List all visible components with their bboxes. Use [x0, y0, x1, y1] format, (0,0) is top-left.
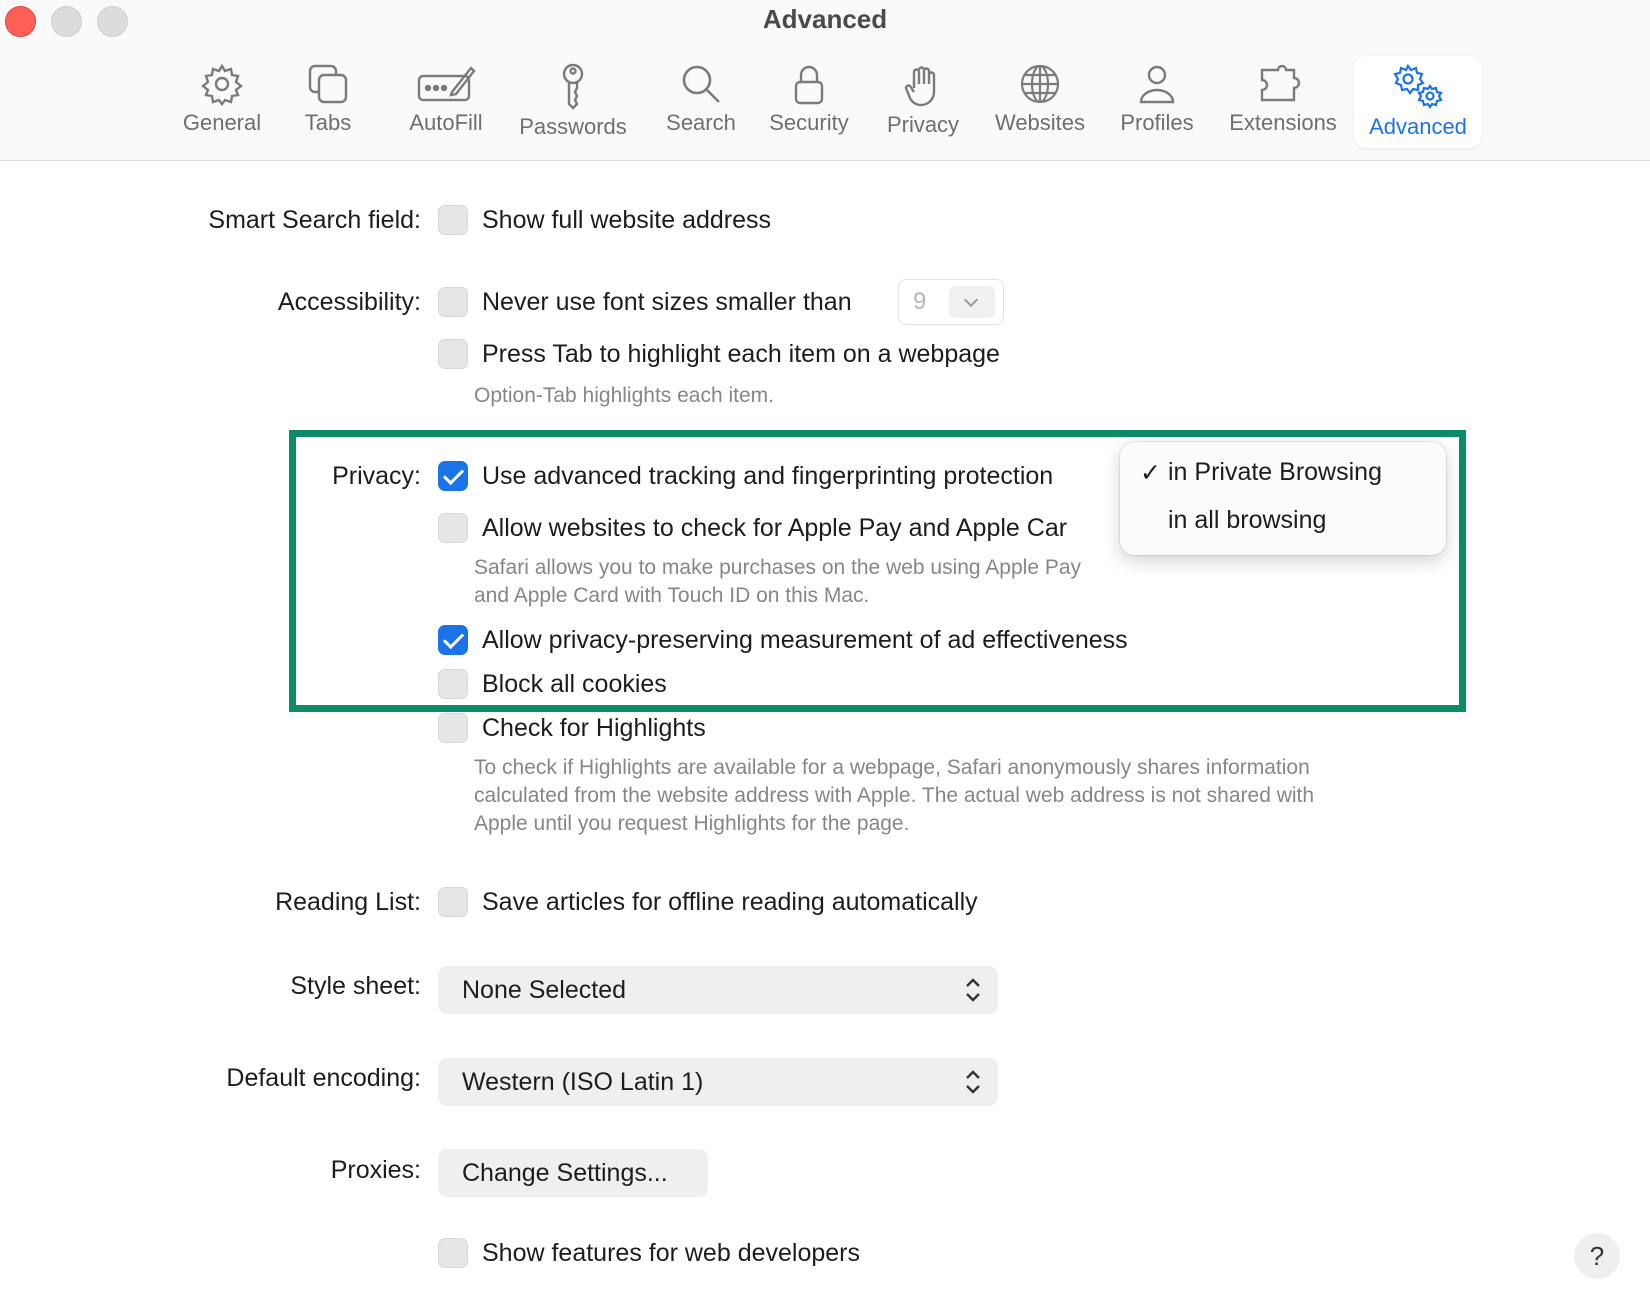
developer-features-checkbox[interactable]: [438, 1238, 468, 1268]
min-font-size-label: Never use font sizes smaller than: [482, 288, 852, 316]
font-size-dropdown[interactable]: [898, 279, 1004, 325]
accessibility-label: Accessibility:: [277, 288, 421, 316]
hand-icon: [901, 62, 945, 108]
tab-label: Privacy: [886, 112, 960, 137]
privacy-label: Privacy:: [332, 462, 421, 490]
change-settings-label: Change Settings...: [462, 1159, 668, 1187]
reading-list-label: Reading List:: [275, 888, 421, 916]
gear-icon: [200, 62, 244, 106]
show-full-address-label: Show full website address: [482, 206, 772, 234]
window-title: Advanced: [762, 4, 888, 34]
tab-label: Advanced: [1369, 114, 1467, 139]
tracking-protection-label: Use advanced tracking and fingerprinting protection: [482, 462, 1054, 490]
apple-pay-note-line-1: Safari allows you to make purchases on the web using Apple Pay: [474, 556, 1082, 579]
style-sheet-value: None Selected: [462, 976, 627, 1004]
chevron-down-icon: [949, 286, 995, 318]
tab-label: General: [182, 110, 262, 135]
apple-pay-label: Allow websites to check for Apple Pay and Apple Car: [482, 514, 1068, 542]
tab-label: Extensions: [1229, 110, 1337, 135]
magnifier-icon: [679, 62, 723, 106]
default-encoding-select[interactable]: [438, 1058, 998, 1106]
style-sheet-label: Style sheet:: [290, 972, 421, 1000]
tab-label: Passwords: [519, 114, 627, 139]
tab-highlight-checkbox[interactable]: [438, 339, 468, 369]
menu-item-all-browsing[interactable]: in all browsing: [1168, 506, 1327, 534]
ad-measurement-label: Allow privacy-preserving measurement of ad effectiveness: [482, 626, 1128, 654]
developer-features-label: Show features for web developers: [482, 1239, 860, 1267]
up-down-arrows-icon: [964, 1068, 982, 1096]
title-bar: [0, 0, 1650, 161]
key-icon: [551, 62, 595, 110]
puzzle-icon: [1258, 62, 1308, 106]
up-down-arrows-icon: [964, 976, 982, 1004]
tab-label: Search: [666, 110, 736, 135]
tab-security[interactable]: [760, 56, 858, 148]
person-icon: [1135, 62, 1179, 106]
apple-pay-note-line-2: and Apple Card with Touch ID on this Mac.: [474, 584, 870, 607]
tab-label: Security: [769, 110, 849, 135]
checkmark-icon: ✓: [1140, 459, 1161, 487]
check-highlights-checkbox[interactable]: [438, 713, 468, 743]
tab-advanced[interactable]: [1354, 56, 1482, 148]
offline-reading-checkbox[interactable]: [438, 887, 468, 917]
autofill-icon: [416, 62, 476, 106]
globe-icon: [1018, 62, 1062, 106]
proxies-label: Proxies:: [330, 1156, 421, 1184]
tab-highlight-note: Option-Tab highlights each item.: [474, 384, 774, 407]
tab-websites[interactable]: [988, 56, 1092, 148]
tab-autofill[interactable]: [394, 56, 498, 148]
offline-reading-label: Save articles for offline reading automatically: [482, 888, 978, 916]
default-encoding-label: Default encoding:: [226, 1064, 421, 1092]
tracking-protection-menu: [1120, 442, 1446, 555]
settings-pane: [0, 161, 1650, 1312]
change-settings-button[interactable]: [438, 1149, 708, 1197]
tabs-icon: [306, 62, 350, 106]
font-size-value: 9: [913, 288, 927, 315]
default-encoding-value: Western (ISO Latin 1): [462, 1068, 704, 1096]
tab-search[interactable]: [656, 56, 746, 148]
highlights-note-line-1: To check if Highlights are available for a webpage, Safari anonymously shares information: [474, 756, 1310, 779]
tab-general[interactable]: [172, 56, 272, 148]
tab-extensions[interactable]: [1222, 56, 1344, 148]
tab-label: Websites: [994, 110, 1086, 135]
tab-privacy[interactable]: [878, 56, 968, 148]
tab-highlight-label: Press Tab to highlight each item on a webpage: [482, 340, 1000, 368]
menu-item-private-browsing[interactable]: in Private Browsing: [1168, 458, 1382, 486]
style-sheet-select[interactable]: [438, 966, 998, 1014]
tab-profiles[interactable]: [1112, 56, 1202, 148]
tab-passwords[interactable]: [508, 56, 638, 148]
lock-icon: [787, 62, 831, 106]
tab-label: Profiles: [1120, 110, 1194, 135]
show-full-address-checkbox[interactable]: [438, 205, 468, 235]
min-font-size-checkbox[interactable]: [438, 287, 468, 317]
tab-label: Tabs: [304, 110, 352, 135]
block-cookies-label: Block all cookies: [482, 670, 667, 698]
gears-icon: [1390, 62, 1446, 110]
tab-label: AutoFill: [409, 110, 483, 135]
smart-search-label: Smart Search field:: [208, 206, 421, 234]
highlights-note-line-2: calculated from the website address with Apple. The actual web address is not shared with: [474, 784, 1315, 807]
highlights-note-line-3: Apple until you request Highlights for the page.: [474, 812, 910, 835]
check-highlights-label: Check for Highlights: [482, 714, 706, 742]
help-button[interactable]: ?: [1574, 1233, 1620, 1279]
tab-tabs[interactable]: [288, 56, 368, 148]
